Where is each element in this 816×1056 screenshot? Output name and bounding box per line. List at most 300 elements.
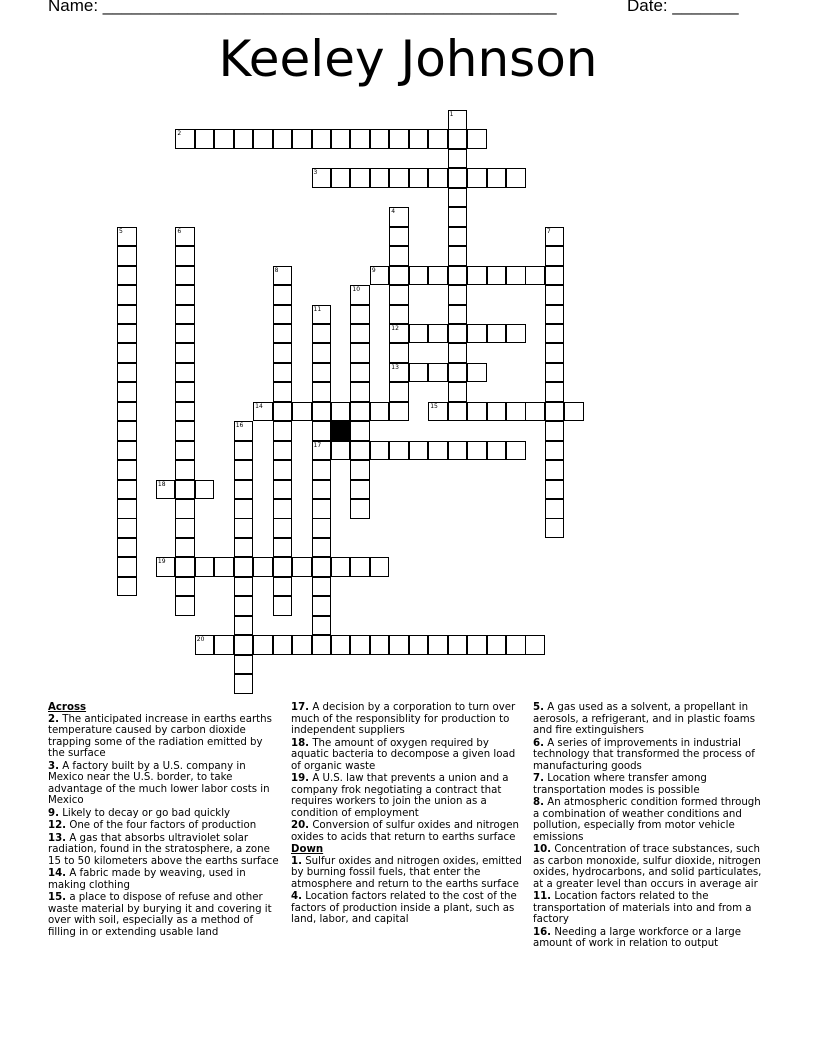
grid-cell[interactable] — [234, 421, 254, 441]
grid-cell[interactable] — [389, 266, 409, 286]
grid-cell[interactable] — [389, 207, 409, 227]
cell-number: 18 — [157, 480, 166, 488]
grid-cell[interactable] — [117, 285, 137, 305]
clue-text: An atmospheric condition formed through a combination of weather conditions and pollution, especially from motor vehicle emissions — [533, 797, 761, 843]
grid-cell[interactable] — [273, 538, 293, 558]
grid-cell[interactable] — [331, 441, 351, 461]
grid-cell[interactable] — [389, 402, 409, 422]
grid-cell[interactable] — [234, 480, 254, 500]
grid-cell[interactable] — [273, 266, 293, 286]
grid-cell[interactable] — [545, 441, 565, 461]
grid-cell[interactable] — [350, 129, 370, 149]
cell-number: 2 — [177, 130, 182, 138]
grid-cell[interactable] — [448, 188, 468, 208]
grid-cell[interactable] — [117, 460, 137, 480]
grid-cell[interactable] — [273, 577, 293, 597]
clue-text: A decision by a corporation to turn over much of the responsiblity for production to independent suppliers — [291, 702, 516, 736]
grid-cell[interactable] — [409, 266, 429, 286]
grid-cell[interactable] — [175, 343, 195, 363]
clue-number: 18. — [291, 737, 310, 749]
grid-cell[interactable] — [312, 168, 332, 188]
grid-cell[interactable] — [350, 460, 370, 480]
grid-cell[interactable] — [545, 266, 565, 286]
grid-cell[interactable] — [506, 324, 526, 344]
grid-cell[interactable] — [273, 285, 293, 305]
grid-cell[interactable] — [448, 227, 468, 247]
grid-cell[interactable] — [175, 363, 195, 383]
clue-down-11 — [533, 891, 767, 926]
cell-number: 15 — [430, 402, 438, 410]
clue-text: Needing a large workforce or a large amount of work in relation to output — [533, 926, 741, 949]
grid-cell[interactable] — [175, 577, 195, 597]
grid-cell[interactable] — [175, 480, 195, 500]
cell-number: 19 — [157, 558, 166, 566]
grid-cell[interactable] — [175, 499, 195, 519]
clue-across-13 — [48, 833, 282, 868]
grid-cell[interactable] — [117, 363, 137, 383]
grid-cell[interactable] — [409, 129, 429, 149]
clue-number: 5. — [533, 702, 544, 713]
grid-cell[interactable] — [195, 557, 215, 577]
grid-cell[interactable] — [312, 499, 332, 519]
grid-cell[interactable] — [117, 246, 137, 266]
grid-cell[interactable] — [273, 460, 293, 480]
grid-cell[interactable] — [389, 129, 409, 149]
clue-text: A U.S. law that prevents a union and a company frok negotiating a contract that requires workers to join the union as a condition of employment — [291, 773, 509, 819]
grid-cell[interactable] — [467, 635, 487, 655]
grid-cell[interactable] — [545, 518, 565, 538]
grid-cell[interactable] — [273, 343, 293, 363]
grid-cell[interactable] — [175, 324, 195, 344]
clue-across-3 — [48, 761, 282, 807]
grid-cell[interactable] — [448, 363, 468, 383]
grid-cell[interactable] — [409, 168, 429, 188]
clue-down-5 — [533, 702, 767, 737]
grid-cell[interactable] — [448, 324, 468, 344]
grid-cell[interactable] — [292, 635, 312, 655]
grid-cell[interactable] — [350, 382, 370, 402]
clue-across-2 — [48, 714, 282, 760]
cell-number: 16 — [235, 422, 244, 430]
grid-cell[interactable] — [370, 557, 390, 577]
grid-cell[interactable] — [156, 557, 176, 577]
grid-cell[interactable] — [448, 402, 468, 422]
grid-cell[interactable] — [350, 402, 370, 422]
grid-cell[interactable] — [273, 596, 293, 616]
grid-cell[interactable] — [175, 460, 195, 480]
cell-number: 13 — [391, 363, 399, 371]
grid-cell[interactable] — [467, 168, 487, 188]
grid-cell[interactable] — [448, 382, 468, 402]
grid-cell[interactable] — [525, 635, 545, 655]
grid-cell[interactable] — [234, 674, 254, 694]
grid-cell[interactable] — [175, 421, 195, 441]
grid-cell[interactable] — [428, 402, 448, 422]
cell-number: 5 — [119, 227, 123, 235]
clue-text: Location factors related to the cost of the factors of production inside a plant, such as land, labor, and capital — [291, 891, 517, 925]
grid-cell[interactable] — [545, 382, 565, 402]
grid-cell[interactable] — [312, 324, 332, 344]
cell-number: 6 — [177, 227, 182, 235]
grid-cell[interactable] — [253, 402, 273, 422]
grid-cell[interactable] — [312, 538, 332, 558]
clue-text: Location where transfer among transportation modes is possible — [533, 773, 707, 796]
grid-cell[interactable] — [117, 441, 137, 461]
grid-cell[interactable] — [117, 499, 137, 519]
grid-cell[interactable] — [428, 324, 448, 344]
clue-across-15 — [48, 892, 282, 938]
grid-cell[interactable] — [448, 635, 468, 655]
clue-across-17 — [291, 702, 525, 737]
grid-cell[interactable] — [175, 557, 195, 577]
grid-cell[interactable] — [350, 305, 370, 325]
grid-cell[interactable] — [273, 557, 293, 577]
clue-down-16 — [533, 927, 767, 950]
grid-cell[interactable] — [312, 129, 332, 149]
grid-cell[interactable] — [273, 421, 293, 441]
grid-cell[interactable] — [545, 343, 565, 363]
grid-cell[interactable] — [234, 499, 254, 519]
grid-cell[interactable] — [117, 518, 137, 538]
clue-down-8 — [533, 797, 767, 843]
clue-across-19 — [291, 773, 525, 819]
clue-down-6 — [533, 738, 767, 773]
cell-number: 7 — [546, 227, 551, 235]
grid-cell[interactable] — [428, 266, 448, 286]
grid-cell[interactable] — [273, 402, 293, 422]
grid-cell[interactable] — [331, 557, 351, 577]
grid-cell[interactable] — [350, 285, 370, 305]
grid-cell[interactable] — [428, 363, 448, 383]
grid-cell[interactable] — [331, 129, 351, 149]
cell-number: 20 — [196, 636, 205, 644]
grid-cell[interactable] — [350, 421, 370, 441]
grid-cell[interactable] — [564, 402, 584, 422]
grid-cell[interactable] — [545, 480, 565, 500]
grid-cell[interactable] — [487, 168, 507, 188]
grid-cell[interactable] — [350, 557, 370, 577]
name-field[interactable]: Name: ________________________________________________ — [48, 0, 557, 15]
clue-number: 12. — [48, 820, 67, 831]
grid-cell[interactable] — [234, 596, 254, 616]
grid-cell[interactable] — [253, 635, 273, 655]
grid-cell[interactable] — [389, 168, 409, 188]
grid-cell[interactable] — [312, 518, 332, 538]
grid-cell[interactable] — [331, 168, 351, 188]
grid-cell[interactable] — [175, 538, 195, 558]
cell-number: 10 — [352, 286, 361, 294]
grid-cell[interactable] — [253, 129, 273, 149]
grid-cell[interactable] — [292, 129, 312, 149]
grid-cell[interactable] — [350, 168, 370, 188]
clue-down-7 — [533, 773, 767, 796]
clue-number: 6. — [533, 737, 544, 749]
grid-cell[interactable] — [448, 285, 468, 305]
grid-cell[interactable] — [370, 441, 390, 461]
black-cell — [331, 421, 351, 441]
grid-cell[interactable] — [234, 441, 254, 461]
grid-cell[interactable] — [370, 635, 390, 655]
grid-cell[interactable] — [234, 577, 254, 597]
date-field[interactable]: Date: _______ — [627, 0, 739, 15]
clue-number: 4. — [291, 891, 302, 902]
cell-number: 8 — [274, 266, 279, 274]
grid-cell[interactable] — [350, 363, 370, 383]
clue-text: One of the four factors of production — [69, 820, 257, 831]
grid-cell[interactable] — [487, 324, 507, 344]
grid-cell[interactable] — [117, 538, 137, 558]
clue-down-1 — [291, 856, 525, 891]
grid-cell[interactable] — [448, 305, 468, 325]
grid-cell[interactable] — [545, 402, 565, 422]
grid-cell[interactable] — [545, 305, 565, 325]
grid-cell[interactable] — [370, 266, 390, 286]
grid-cell[interactable] — [312, 616, 332, 636]
grid-cell[interactable] — [389, 285, 409, 305]
clue-text: A series of improvements in industrial technology that transformed the process of manufacturing goods — [533, 737, 755, 772]
grid-cell[interactable] — [175, 518, 195, 538]
grid-cell[interactable] — [253, 557, 273, 577]
clue-number: 19. — [291, 773, 310, 784]
grid-cell[interactable] — [234, 538, 254, 558]
grid-cell[interactable] — [117, 402, 137, 422]
grid-cell[interactable] — [545, 460, 565, 480]
clue-number: 16. — [533, 926, 552, 938]
grid-cell[interactable] — [292, 402, 312, 422]
grid-cell[interactable] — [389, 441, 409, 461]
clue-text: Location factors related to the transportation of materials into and from a factory — [533, 891, 752, 925]
grid-cell[interactable] — [545, 285, 565, 305]
cell-number: 12 — [391, 324, 399, 332]
grid-cell[interactable] — [409, 635, 429, 655]
clue-number: 3. — [48, 760, 59, 772]
grid-cell[interactable] — [409, 441, 429, 461]
grid-cell[interactable] — [448, 168, 468, 188]
grid-cell[interactable] — [273, 129, 293, 149]
grid-cell[interactable] — [389, 382, 409, 402]
grid-cell[interactable] — [312, 382, 332, 402]
grid-cell[interactable] — [312, 363, 332, 383]
clue-text: A fabric made by weaving, used in making clothing — [48, 868, 246, 891]
grid-cell[interactable] — [428, 129, 448, 149]
grid-cell[interactable] — [350, 499, 370, 519]
grid-cell[interactable] — [312, 596, 332, 616]
grid-cell[interactable] — [117, 421, 137, 441]
grid-cell[interactable] — [175, 382, 195, 402]
grid-cell[interactable] — [234, 129, 254, 149]
grid-cell[interactable] — [370, 168, 390, 188]
grid-cell[interactable] — [428, 168, 448, 188]
clues-column-1 — [48, 702, 282, 939]
clue-across-9 — [48, 808, 282, 820]
grid-cell[interactable] — [448, 129, 468, 149]
grid-cell[interactable] — [487, 266, 507, 286]
clue-text: A gas used as a solvent, a propellant in aerosols, a refrigerant, and in plastic foams and fire extinguishers — [533, 702, 756, 736]
grid-cell[interactable] — [467, 324, 487, 344]
grid-cell[interactable] — [350, 343, 370, 363]
grid-cell[interactable] — [175, 227, 195, 247]
grid-cell[interactable] — [506, 441, 526, 461]
grid-cell[interactable] — [331, 402, 351, 422]
cell-number: 17 — [313, 441, 322, 449]
clue-text: Concentration of trace substances, such as carbon monoxide, sulfur dioxide, nitrogen oxides, hydrocarbons, and solid particulates, at a greater level than occurs in average air — [533, 844, 762, 890]
grid-cell[interactable] — [195, 129, 215, 149]
grid-cell[interactable] — [487, 441, 507, 461]
grid-cell[interactable] — [312, 577, 332, 597]
grid-cell[interactable] — [350, 324, 370, 344]
across-heading: Across — [48, 702, 87, 713]
grid-cell[interactable] — [467, 129, 487, 149]
grid-cell[interactable] — [273, 382, 293, 402]
grid-cell[interactable] — [467, 402, 487, 422]
grid-cell[interactable] — [487, 402, 507, 422]
grid-cell[interactable] — [448, 246, 468, 266]
grid-cell[interactable] — [175, 305, 195, 325]
grid-cell[interactable] — [312, 343, 332, 363]
grid-cell[interactable] — [312, 402, 332, 422]
grid-cell[interactable] — [214, 635, 234, 655]
grid-cell[interactable] — [331, 635, 351, 655]
cell-number: 3 — [313, 169, 318, 177]
grid-cell[interactable] — [234, 460, 254, 480]
grid-cell[interactable] — [467, 363, 487, 383]
grid-cell[interactable] — [175, 402, 195, 422]
grid-cell[interactable] — [273, 363, 293, 383]
grid-cell[interactable] — [428, 441, 448, 461]
grid-cell[interactable] — [448, 441, 468, 461]
clue-number: 7. — [533, 773, 544, 784]
grid-cell[interactable] — [273, 635, 293, 655]
clue-number: 1. — [291, 855, 302, 867]
cell-number: 14 — [255, 402, 263, 410]
grid-cell[interactable] — [234, 557, 254, 577]
grid-cell[interactable] — [234, 635, 254, 655]
grid-cell[interactable] — [175, 129, 195, 149]
grid-cell[interactable] — [175, 285, 195, 305]
grid-cell[interactable] — [350, 635, 370, 655]
grid-cell[interactable] — [545, 499, 565, 519]
grid-cell[interactable] — [312, 441, 332, 461]
grid-cell[interactable] — [117, 343, 137, 363]
grid-cell[interactable] — [117, 557, 137, 577]
grid-cell[interactable] — [448, 149, 468, 169]
grid-cell[interactable] — [312, 480, 332, 500]
grid-cell[interactable] — [448, 110, 468, 130]
grid-cell[interactable] — [273, 441, 293, 461]
puzzle-title: Keeley Johnson — [218, 30, 598, 88]
grid-cell[interactable] — [195, 480, 215, 500]
grid-cell[interactable] — [389, 246, 409, 266]
grid-cell[interactable] — [506, 402, 526, 422]
grid-cell[interactable] — [312, 305, 332, 325]
grid-cell[interactable] — [545, 227, 565, 247]
clue-text: A factory built by a U.S. company in Mexico near the U.S. border, to take advantage of the much lower labor costs in Mexico — [48, 760, 270, 806]
clue-number: 9. — [48, 807, 59, 819]
grid-cell[interactable] — [234, 616, 254, 636]
clue-number: 13. — [48, 832, 67, 844]
grid-cell[interactable] — [389, 635, 409, 655]
grid-cell[interactable] — [545, 363, 565, 383]
grid-cell[interactable] — [117, 382, 137, 402]
grid-cell[interactable] — [273, 518, 293, 538]
grid-cell[interactable] — [448, 266, 468, 286]
grid-cell[interactable] — [350, 441, 370, 461]
grid-cell[interactable] — [117, 266, 137, 286]
clue-down-4 — [291, 891, 525, 926]
grid-cell[interactable] — [273, 305, 293, 325]
grid-cell[interactable] — [409, 363, 429, 383]
clue-number: 14. — [48, 868, 67, 879]
grid-cell[interactable] — [117, 480, 137, 500]
grid-cell[interactable] — [409, 324, 429, 344]
clues-column-2 — [291, 702, 525, 927]
grid-cell[interactable] — [487, 635, 507, 655]
grid-cell[interactable] — [175, 266, 195, 286]
grid-cell[interactable] — [545, 246, 565, 266]
grid-cell[interactable] — [117, 305, 137, 325]
grid-cell[interactable] — [467, 266, 487, 286]
grid-cell[interactable] — [273, 324, 293, 344]
grid-cell[interactable] — [312, 635, 332, 655]
grid-cell[interactable] — [506, 168, 526, 188]
grid-cell[interactable] — [370, 129, 390, 149]
grid-cell[interactable] — [156, 480, 176, 500]
grid-cell[interactable] — [525, 266, 545, 286]
grid-cell[interactable] — [545, 324, 565, 344]
clue-text: Sulfur oxides and nitrogen oxides, emitted by burning fossil fuels, that enter the atmosphere and return to the earths surface — [291, 855, 522, 890]
grid-cell[interactable] — [214, 129, 234, 149]
grid-cell[interactable] — [312, 460, 332, 480]
grid-cell[interactable] — [234, 518, 254, 538]
grid-cell[interactable] — [506, 266, 526, 286]
grid-cell[interactable] — [350, 480, 370, 500]
grid-cell[interactable] — [117, 324, 137, 344]
clue-number: 10. — [533, 844, 552, 855]
grid-cell[interactable] — [545, 421, 565, 441]
grid-cell[interactable] — [175, 246, 195, 266]
grid-cell[interactable] — [312, 421, 332, 441]
clue-text: A gas that absorbs ultraviolet solar radiation, found in the stratosphere, a zone 15 to 50 kilometers above the earths surface — [48, 832, 279, 867]
grid-cell[interactable] — [312, 557, 332, 577]
grid-cell[interactable] — [525, 402, 545, 422]
grid-cell[interactable] — [117, 577, 137, 597]
grid-cell[interactable] — [273, 499, 293, 519]
grid-cell[interactable] — [389, 324, 409, 344]
grid-cell[interactable] — [389, 343, 409, 363]
grid-cell[interactable] — [273, 480, 293, 500]
grid-cell[interactable] — [292, 557, 312, 577]
clue-across-18 — [291, 738, 525, 773]
grid-cell[interactable] — [234, 655, 254, 675]
clue-text: The anticipated increase in earths earths temperature caused by carbon dioxide trapping some of the radiation emitted by the surface — [48, 713, 272, 759]
grid-cell[interactable] — [214, 557, 234, 577]
grid-cell[interactable] — [467, 441, 487, 461]
grid-cell[interactable] — [428, 635, 448, 655]
grid-cell[interactable] — [506, 635, 526, 655]
cell-number: 9 — [371, 266, 376, 274]
grid-cell[interactable] — [195, 635, 215, 655]
grid-cell[interactable] — [175, 441, 195, 461]
grid-cell[interactable] — [117, 227, 137, 247]
grid-cell[interactable] — [389, 227, 409, 247]
grid-cell[interactable] — [389, 363, 409, 383]
grid-cell[interactable] — [448, 207, 468, 227]
grid-cell[interactable] — [389, 305, 409, 325]
cell-number: 11 — [313, 305, 322, 313]
grid-cell[interactable] — [448, 343, 468, 363]
grid-cell[interactable] — [370, 402, 390, 422]
grid-cell[interactable] — [175, 596, 195, 616]
